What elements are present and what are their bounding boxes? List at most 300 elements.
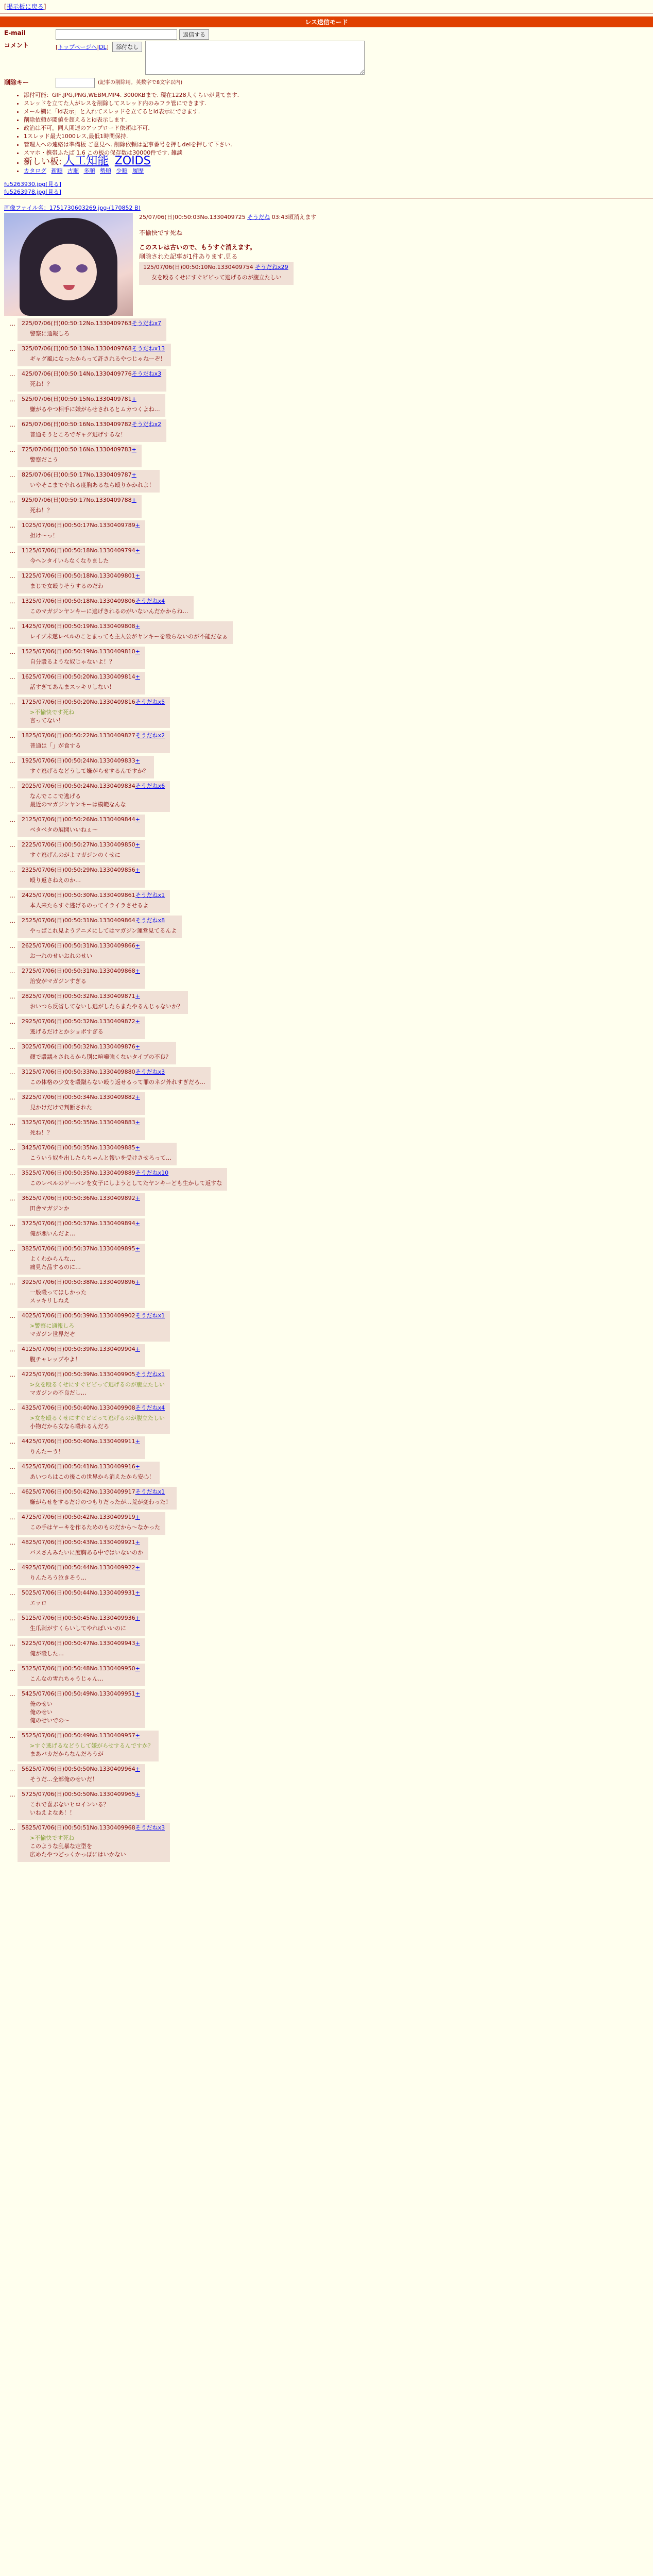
reply-post [4,1403,653,1434]
op-text: 不愉快です死ね このスレは古いので、もうすぐ消えます。 削除された記事が1件あります.見る [139,229,256,260]
reply-text: こんなの雪れちゃうじゃん… [30,1675,104,1682]
soudane-button[interactable]: + [135,648,140,655]
soudane-button[interactable]: + [135,867,140,873]
reply-meta: 1625/07/06(日)00:50:20No.1330409814 [22,673,135,680]
catalog-link[interactable]: カタログ [24,167,46,174]
quote-line: >すぐ逃げるなどうして嫌がらせするんですか？ [30,1742,153,1749]
reply-text: マガジン世界だぞ [30,1331,75,1337]
reply-marker: … [10,472,15,479]
reply-text: こういう奴を出したらちゃんと報いを受けさせろって… [30,1155,171,1161]
email-field[interactable] [56,29,177,40]
soudane-button[interactable]: + [131,471,136,478]
reply-post [4,697,653,728]
reply-marker: … [10,573,15,580]
reply-post [4,1613,653,1636]
email-label: E-mail [4,29,26,37]
reply-post [4,445,653,467]
reply-marker: … [10,396,15,403]
dl-link[interactable]: DL [99,44,107,50]
reply-body [30,1028,140,1036]
reply-body [30,330,161,338]
comment-textarea[interactable] [145,41,365,75]
reply-text: 死ね！？ [30,507,53,514]
reply-text: 普通そうところでギャグ逃げするな！ [30,431,126,438]
reply-text: 担け〜っ！ [30,532,58,539]
reply-text: 普通は「」が食する [30,742,81,749]
soudane-button[interactable]: そうだねx1 [135,1488,165,1495]
reply-body [30,1179,222,1188]
reply-marker: … [10,1145,15,1151]
soudane-button[interactable]: + [131,446,136,453]
reply-post [4,672,653,694]
reply-marker: … [10,598,15,605]
reply-text: このような乱暴な定型を [30,1843,92,1850]
reply-meta: 2525/07/06(日)00:50:31No.1330409864 [22,917,135,924]
soudane-button[interactable]: そうだねx7 [131,320,162,327]
rule-item: • メール欄に「id表示」と入れてスレッドを立てるとid表示にできます. [24,108,396,116]
soudane-button[interactable]: そうだねx3 [135,1069,165,1075]
soudane-button[interactable]: そうだねx6 [135,783,165,789]
reply-text: 嫌がらせをするだけのつもりだったが…荒が変わった！ [30,1499,171,1505]
submit-button[interactable]: 返信する [179,29,209,40]
reply-body [30,1053,171,1061]
reply-meta: 1025/07/06(日)00:50:17No.1330409789 [22,522,135,529]
soudane-button[interactable]: そうだねx10 [135,1170,169,1176]
reply-body [30,1322,165,1338]
comment-label: コメント [4,42,29,49]
reply-meta: 2925/07/06(日)00:50:32No.1330409872 [22,1018,135,1025]
reply-meta: 3825/07/06(日)00:50:37No.1330409895 [22,1245,135,1252]
soudane-button[interactable]: + [135,1220,140,1227]
reply-meta: 4625/07/06(日)00:50:42No.1330409917 [22,1488,135,1495]
op-post [0,204,653,316]
rule-item: • スマホ・携帯ふたば 1.6 この板の保存数は30000件です. 雑談 [24,149,396,157]
reply-text: 自分殴るような奴じゃないよ！？ [30,658,115,665]
soudane-button[interactable]: + [135,1514,140,1520]
reply-marker: … [10,1791,15,1798]
reply-meta: 2425/07/06(日)00:50:30No.1330409861 [22,892,135,899]
reply-text: 言ってない！ [30,717,64,724]
quote-line: >女を殴るくせにすぐビビって逃げるのが腹立たしい [30,1381,165,1388]
reply-form [0,29,396,175]
reply-body [30,952,140,960]
soudane-button[interactable]: + [135,1665,140,1672]
reply-marker: … [10,421,15,428]
delkey-note: (記事の削除用。英数字で8文字以内) [98,80,183,86]
reply-meta: 3025/07/06(日)00:50:32No.1330409876 [22,1043,135,1050]
reply-body [30,1205,140,1213]
reply-meta: 1325/07/06(日)00:50:18No.1330409806 [22,598,135,604]
reply-text: りんたろう泣きそう… [30,1574,87,1581]
reply-text: あいつらはこの後この世界から消えたから安心！ [30,1473,154,1480]
reply-meta: 4725/07/06(日)00:50:42No.1330409919 [22,1514,135,1520]
new-board-prefix: 新しい板: [24,157,62,167]
reply-body [30,683,140,691]
soudane-button[interactable]: + [135,968,140,974]
delkey-row [4,78,396,88]
soudane-button[interactable]: + [135,1589,140,1596]
reply-body [30,431,161,439]
back-to-board-link[interactable]: 掲示板に戻る [6,3,44,10]
reply-post [4,1193,653,1216]
reply-meta: 1725/07/06(日)00:50:20No.1330409816 [22,699,135,705]
soudane-button[interactable]: + [135,1564,140,1571]
reply-text: 警察に通報しろ [30,330,70,337]
reply-post [4,1092,653,1115]
reply-marker: … [10,1170,15,1177]
soudane-button[interactable]: + [135,1018,140,1025]
reply-marker: … [10,623,15,630]
reply-post [4,1067,653,1090]
no-attach-button[interactable]: 添付なし [112,42,142,52]
op-thumbnail[interactable] [4,213,133,316]
reply-post [4,318,653,341]
reply-text: りんたーう！ [30,1448,64,1455]
reply-body [30,1549,143,1557]
soudane-button[interactable]: + [135,1094,140,1100]
rules-list [16,91,396,175]
reply-post [4,1487,653,1510]
soudane-button[interactable]: + [135,757,140,764]
soudane-button[interactable]: + [135,1119,140,1126]
soudane-button[interactable]: そうだね [247,214,270,221]
reply-post [4,1436,653,1459]
top-bar: [掲示板に戻る] [4,3,46,10]
reply-text: このマガジンヤンキーに逃げきれるのがいないんだかからね… [30,608,188,615]
reply-body [30,607,188,616]
reply-meta: 425/07/06(日)00:50:14No.1330409776 [22,370,132,377]
reply-body [30,405,160,414]
soudane-button[interactable]: + [135,1245,140,1252]
reply-meta: 4825/07/06(日)00:50:43No.1330409921 [22,1539,135,1546]
reply-text: 俺が殴した… [30,1650,64,1657]
reply-meta: 5625/07/06(日)00:50:50No.1330409964 [22,1766,135,1772]
thread-file-links [4,180,653,196]
zoids-board-link[interactable]: ZOIDS [114,155,151,167]
soudane-button[interactable]: + [135,841,140,848]
soudane-button[interactable]: そうだねx4 [135,1404,165,1411]
reply-marker: … [10,993,15,1000]
rule-item: • 添付可能：GIF,JPG,PNG,WEBM,MP4. 3000KBまで. 現在1228人くらいが見てます. [24,91,396,99]
reply-body [30,1414,165,1431]
reply-marker: … [10,1565,15,1571]
reply-meta: 4325/07/06(日)00:50:40No.1330409908 [22,1404,135,1411]
soudane-button[interactable]: + [135,1346,140,1352]
reply-meta: 725/07/06(日)00:50:16No.1330409783 [22,446,132,453]
soudane-button[interactable]: + [135,673,140,680]
reply-marker: … [10,968,15,975]
soudane-button[interactable]: + [135,1279,140,1285]
soudane-button[interactable]: + [135,1539,140,1546]
reply-post [4,1512,653,1535]
rule-item: • 政治は不可。同人関連のアップロード依頼は不可. [24,124,396,132]
soudane-button[interactable]: そうだねx8 [135,917,165,924]
reply-marker: … [10,1221,15,1227]
reply-marker: … [10,918,15,924]
reply-post [4,1689,653,1728]
soudane-button[interactable]: + [135,1791,140,1798]
reply-body [30,742,165,750]
reply-post [4,1277,653,1308]
soudane-button[interactable]: + [135,1640,140,1647]
reply-meta: 2225/07/06(日)00:50:27No.1330409850 [22,841,135,848]
soudane-button[interactable]: + [135,572,140,579]
reply-meta: 3125/07/06(日)00:50:33No.1330409880 [22,1069,135,1075]
reply-post [4,1638,653,1661]
reply-text: 今ヘンタイいらなくなりました [30,557,109,564]
reply-body [30,582,140,590]
reply-text: 治安がマガジンすぎる [30,978,87,985]
soudane-button[interactable]: そうだねx1 [135,892,165,899]
reply-meta: 3625/07/06(日)00:50:36No.1330409892 [22,1195,135,1201]
reply-marker: … [10,371,15,378]
reply-meta: 325/07/06(日)00:50:13No.1330409768 [22,345,132,352]
reply-marker: … [10,320,15,327]
history-link[interactable]: 履歴 [132,167,144,174]
reply-text: このレベルのゲーパンを女子にしようとしてたヤンキーども生かして返すな [30,1180,222,1187]
reply-text: 逃げるだけとかショボすぎる [30,1028,104,1035]
reply-post [4,890,653,913]
reply-body [30,927,177,935]
reply-post [4,596,653,619]
reply-text: ベタベタの展開いいねぇ〜 [30,826,98,833]
reply-text: 死ね！？ [30,1129,53,1136]
reply-body [30,708,165,725]
reply-meta: 525/07/06(日)00:50:15No.1330409781 [22,396,132,402]
reply-meta: 825/07/06(日)00:50:17No.1330409787 [22,471,132,478]
soudane-button[interactable]: そうだねx3 [131,370,162,377]
soudane-button[interactable]: + [135,993,140,999]
soudane-button[interactable]: + [135,1438,140,1445]
reply-marker: … [10,1438,15,1445]
reply-meta: 5425/07/06(日)00:50:49No.1330409951 [22,1690,135,1697]
soudane-button[interactable]: + [135,1463,140,1470]
file-link[interactable]: fu5263978.jpg[見る] [4,189,61,195]
reply-body [30,456,136,464]
reply-post [4,1764,653,1787]
quote-line: >警察に通報しろ [30,1323,75,1329]
delkey-label: 削除キー [4,79,29,86]
reply-body [30,876,140,885]
reply-body [30,557,140,565]
reply-marker: … [10,649,15,655]
reply-body [30,1700,140,1725]
reply-text: この体格の少女を殴蹴らない殴り返せるって罪のネジ外れすぎだろ… [30,1079,205,1086]
soudane-button[interactable]: + [131,396,136,402]
op-file-link[interactable]: 画像ファイル名：1751730603269.jpg-(170852 B) [4,205,141,211]
soudane-button[interactable]: + [135,1732,140,1739]
soudane-button[interactable]: そうだねx13 [131,345,165,352]
reply-meta: 3925/07/06(日)00:50:38No.1330409896 [22,1279,135,1285]
sort-new-link[interactable]: 新順 [51,167,63,174]
reply-body [30,1473,154,1481]
soudane-button[interactable]: そうだねx2 [131,421,162,428]
reply-marker: … [10,522,15,529]
reply-text: 広めたやつどっくかっぽにはいかない [30,1851,126,1858]
rule-item: • 管理人への連絡は準備板 ご意見へ. 削除依頼は記事番号を押しdelを押して下さい. [24,141,396,149]
reply-text: レイプ未遂レベルのことまっても主人公がヤンキーを殴らないのが不能だなぁ [30,633,228,640]
reply-marker: … [10,817,15,823]
reply-marker: … [10,1069,15,1076]
sort-old-link[interactable]: 古順 [67,167,79,174]
reply-body [30,633,228,641]
reply-meta: 625/07/06(日)00:50:16No.1330409782 [22,421,132,428]
reply-marker: … [10,548,15,554]
reply-meta: 3725/07/06(日)00:50:37No.1330409894 [22,1220,135,1227]
reply-body [30,1675,140,1683]
reply-body [30,1498,171,1506]
reply-marker: … [10,699,15,706]
reply-meta: 225/07/06(日)00:50:12No.1330409763 [22,320,132,327]
soudane-button[interactable]: + [135,522,140,529]
reply-post [4,546,653,568]
reply-text: おいつら反省してないし逃がしたらまたやるんじゃないか？ [30,1003,183,1010]
soudane-button[interactable]: + [135,816,140,823]
reply-text: いねえよなあ！！ [30,1809,75,1816]
soudane-button[interactable]: + [135,623,140,630]
reply-meta: 2825/07/06(日)00:50:32No.1330409871 [22,993,135,999]
op-file-header [4,204,653,212]
reply-text: ギャグ風になったからって許されるやつじゃねーぞ！ [30,355,166,362]
reply-text: 小物だから女なら殴れるんだろ [30,1423,109,1430]
reply-text: 死ね！？ [30,381,53,387]
reply-text: すぐ逃げんのがよマガジンのくせに [30,852,121,858]
reply-text: 俺が悪いんだよ… [30,1230,75,1237]
reply-text: まあバカだからなんだろうが [30,1751,104,1757]
reply-text: 顔で殴議々されるから別に喧嘩強くないタイプの不良？ [30,1054,171,1060]
soudane-button[interactable]: + [135,1043,140,1050]
reply-post [4,756,653,778]
reply-meta: 5525/07/06(日)00:50:49No.1330409957 [22,1732,135,1739]
reply-marker: … [10,346,15,352]
reply-text: いやそこまでやれる度胸あるなら殴りかかれよ！ [30,482,154,488]
reply-body [30,1834,165,1859]
soudane-button[interactable]: そうだねx5 [135,699,165,705]
reply-body [30,977,140,986]
reply-post [4,1563,653,1585]
reply-text: 俺のせい [30,1709,53,1716]
top-page-link[interactable]: トップページへ [58,44,97,50]
reply-meta: 1925/07/06(日)00:50:24No.1330409833 [22,757,135,764]
reply-marker: … [10,1514,15,1521]
reply-meta: 925/07/06(日)00:50:17No.1330409788 [22,497,132,503]
sort-momentum-link[interactable]: 勢順 [100,167,111,174]
reply-meta: 1825/07/06(日)00:50:22No.1330409827 [22,732,135,739]
soudane-button[interactable]: + [135,942,140,949]
soudane-button[interactable]: + [135,1766,140,1772]
reply-post [4,966,653,989]
reply-body [30,506,136,515]
reply-marker: … [10,892,15,899]
delkey-field[interactable] [56,78,95,88]
reply-text: やっぱこれ見ようアニメにしてはマガジン運営見てるんよ [30,927,177,934]
reply-text: 本人来たらすぐ逃げるのってイライラさせるよ [30,902,149,909]
soudane-button[interactable]: + [135,1195,140,1201]
reply-meta: 4025/07/06(日)00:50:39No.1330409902 [22,1312,135,1319]
reply-body [30,1154,171,1162]
reply-post [4,369,653,392]
reply-text: 田舎マガジンか [30,1205,70,1212]
reply-text: よくわからんな… [30,1256,75,1262]
reply-body [30,1448,140,1456]
sort-few-link[interactable]: 少順 [116,167,128,174]
reply-post [4,1588,653,1611]
reply-marker: … [10,1489,15,1496]
soudane-button[interactable]: + [131,497,136,503]
reply-body [30,1742,153,1758]
reply-text: 一般殴ってほしかった [30,1289,87,1296]
reply-meta: 5725/07/06(日)00:50:50No.1330409965 [22,1791,135,1798]
reply-post [4,1117,653,1140]
reply-body [30,902,165,910]
reply-body [30,1381,165,1397]
reply-body [30,658,140,666]
reply-marker: … [10,783,15,790]
quote-line: >女を殴るくせにすぐビビって逃げるのが腹立たしい [30,1415,165,1421]
reply-text: 生爪剥がすくらいしてやればいいのに [30,1625,126,1632]
file-link[interactable]: fu5263930.jpg[見る] [4,181,61,188]
soudane-button[interactable]: + [135,1690,140,1697]
reply-marker: … [10,1405,15,1412]
reply-body [30,1078,205,1087]
soudane-button[interactable]: そうだねx3 [135,1824,165,1831]
reply-body [30,1775,140,1784]
reply-marker: … [10,842,15,849]
soudane-button[interactable]: + [135,1615,140,1621]
reply-text: 最近のマガジンヤンキーは模範なんな [30,801,126,808]
reply-meta: 3525/07/06(日)00:50:35No.1330409889 [22,1170,135,1176]
soudane-button[interactable]: そうだねx1 [135,1371,165,1378]
reply-body [30,1104,140,1112]
sort-many-link[interactable]: 多順 [83,167,95,174]
reply-meta: 2025/07/06(日)00:50:24No.1330409834 [22,783,135,789]
quote-line: >不愉快です死ね [30,1835,75,1841]
reply-meta: 1525/07/06(日)00:50:19No.1330409810 [22,648,135,655]
reply-post [4,495,653,518]
soudane-button[interactable]: + [135,1144,140,1151]
reply-body [30,1289,140,1305]
reply-body [30,1003,183,1011]
reply-meta: 3425/07/06(日)00:50:35No.1330409885 [22,1144,135,1151]
soudane-button[interactable]: そうだねx1 [135,1312,165,1319]
reply-post [4,1311,653,1342]
reply-post [4,1789,653,1820]
soudane-button[interactable]: そうだねx2 [135,732,165,739]
reply-meta: 5125/07/06(日)00:50:45No.1330409936 [22,1615,135,1621]
reply-body [30,1355,140,1364]
soudane-button[interactable]: + [135,547,140,554]
reply-meta: 4425/07/06(日)00:50:40No.1330409911 [22,1438,135,1445]
reply-post [4,731,653,753]
reply-text: お一れのせいおれのせい [30,953,92,959]
reply-meta: 5025/07/06(日)00:50:44No.1330409931 [22,1589,135,1596]
reply-marker: … [10,1590,15,1597]
quote-line: >不愉快です死ね [30,709,75,716]
soudane-button[interactable]: そうだねx29 [255,264,288,270]
reply-marker: … [10,758,15,765]
reply-marker: … [10,1640,15,1647]
soudane-button[interactable]: そうだねx4 [135,598,165,604]
reply-post [4,470,653,493]
ai-board-link[interactable]: 人工知能 [63,155,109,167]
reply-body [30,826,140,834]
reply-text: 痛見た品するのに… [30,1264,81,1270]
reply-text: すぐ逃げるなどうして嫌がらせするんですか？ [30,768,149,774]
rule-item: • 削除依頼が閾値を超えるとid表示します. [24,116,396,124]
reply-marker: … [10,1019,15,1025]
reply-post [4,1369,653,1400]
reply-text: そうだ…全部俺のせいだ！ [30,1776,98,1783]
